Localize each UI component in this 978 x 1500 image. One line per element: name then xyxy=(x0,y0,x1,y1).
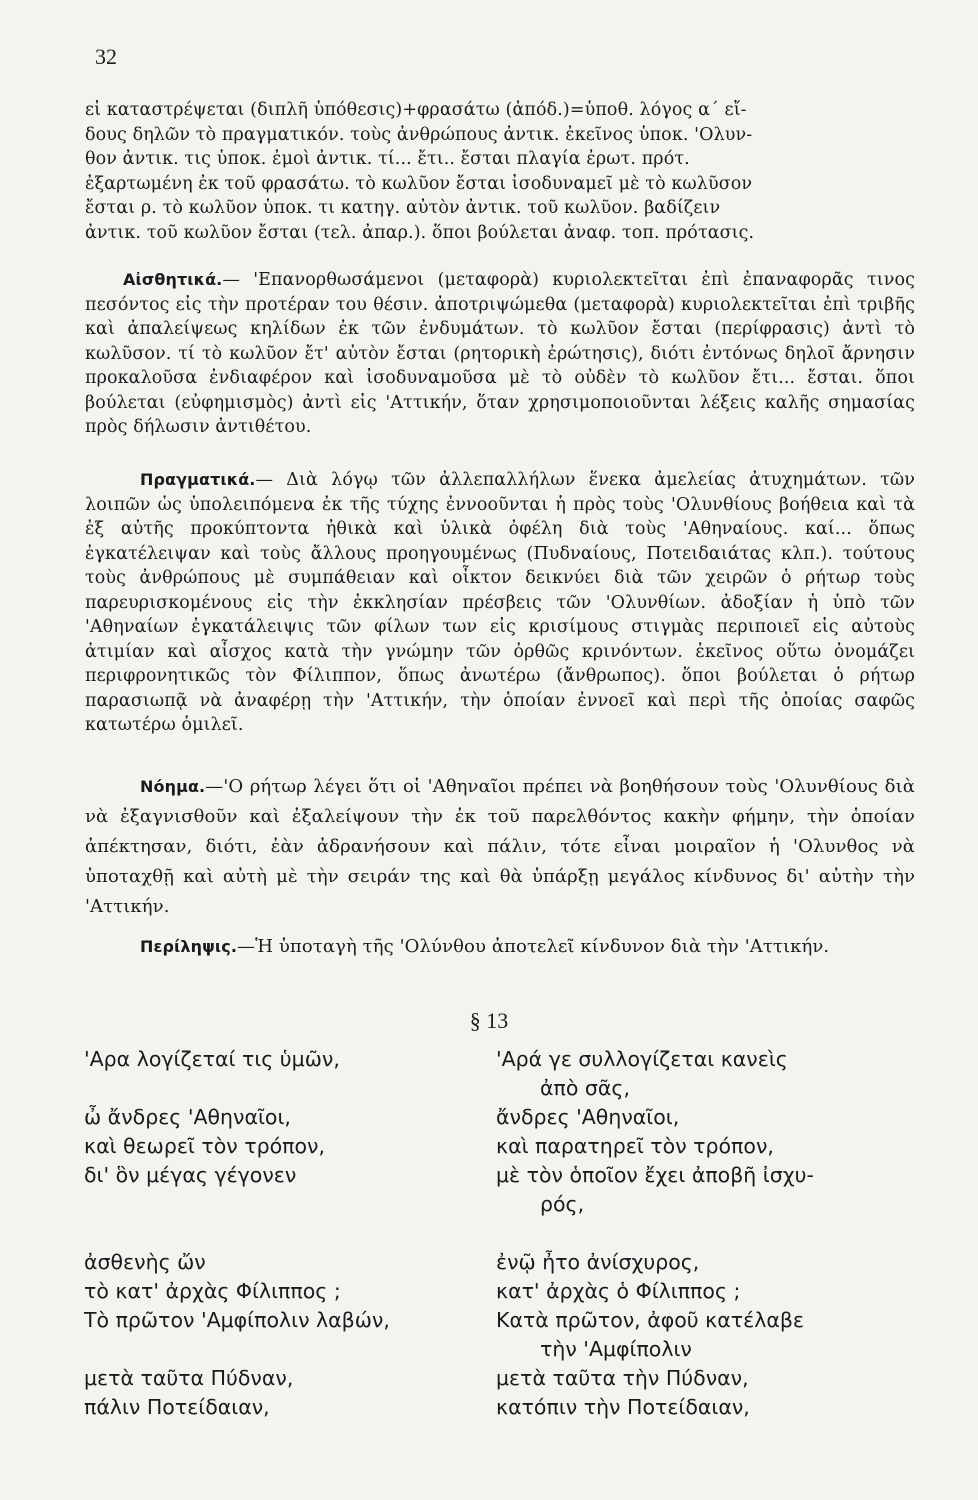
translation-line: ρός, xyxy=(540,1192,585,1216)
original-line: δι' ὃν μέγας γέγονεν xyxy=(84,1163,297,1187)
translation-line: 'Αρά γε συλλογίζεται κανεὶς xyxy=(496,1047,788,1071)
translation-line-spacer xyxy=(496,1219,916,1248)
page-number: 32 xyxy=(95,44,117,69)
original-line: 'Αρα λογίζεταί τις ὑμῶν, xyxy=(84,1047,340,1071)
aisthitika-text: — 'Επανορθωσάμενοι (μεταφορὰ) κυριολεκτεῖται ἐπὶ ἐπαναφορᾶς τινος πεσόντος εἰς τὴν προτέραν του θέσιν. ἀποτριψώμεθα (μεταφορὰ) κυριολεκτεῖται ἐπὶ τριβῆς καὶ ἀπαλείψεως κηλίδων ἐκ τῶν ἐνδυμάτων. τὸ κωλῦον ἔσται (περίφρασις) ἀντὶ τὸ κωλῦσον. τί τὸ κωλῦον ἔτ' αὐτὸν ἔσται (ρητορικὴ ἐρώτησις), διότι ἐντόνως δηλοῖ ἄρνησιν προκαλοῦσα ἐνδιαφέρον καὶ ἰσοδυναμοῦσα μὲ τὸ οὐδὲν τὸ κωλῦον ἔτι... ἔσται. ὅποι βούλεται (εὐφημισμὸς) ἀντὶ εἰς 'Αττικήν, ὅταν χρησιμοποιοῦνται λέξεις καλῆς σημασίας πρὸς δήλωσιν ἀντιθέτου. xyxy=(85,270,915,437)
vocabulary-line: ἀντικ. τοῦ κωλῦον ἔσται (τελ. ἀπαρ.). ὅποι βούλεται ἀναφ. τοπ. πρότασις. xyxy=(85,222,755,243)
vocabulary-line: εἰ καταστρέψεται (διπλῆ ὑπόθεσις)+φρασάτω (ἀπόδ.)=ὑποθ. λόγος α΄ εἴ- xyxy=(85,100,747,120)
aisthitika-paragraph xyxy=(85,268,915,440)
translation-column xyxy=(496,1045,916,1422)
original-line-spacer xyxy=(84,1074,484,1103)
perilipsis-label: Περίληψις. xyxy=(140,937,237,956)
pragmatika-label: Πραγματικά. xyxy=(140,470,256,489)
translation-line: μὲ τὸν ὁποῖον ἔχει ἀποβῆ ἰσχυ- xyxy=(496,1163,814,1187)
original-line: ἀσθενὴς ὤν xyxy=(84,1250,206,1274)
translation-line: καὶ παρατηρεῖ τὸν τρόπον, xyxy=(496,1134,774,1158)
translation-line: τὴν 'Αμφίπολιν xyxy=(540,1337,692,1361)
original-line: πάλιν Ποτείδαιαν, xyxy=(84,1395,270,1419)
section-heading: § 13 xyxy=(469,1008,509,1033)
translation-line: κατόπιν τὴν Ποτείδαιαν, xyxy=(496,1395,750,1419)
perilipsis-paragraph xyxy=(85,932,915,962)
original-line: τὸ κατ' ἀρχὰς Φίλιππος ; xyxy=(84,1279,341,1303)
original-line: ὦ ἄνδρες 'Αθηναῖοι, xyxy=(84,1105,291,1129)
original-line-spacer xyxy=(84,1219,484,1248)
vocabulary-notes xyxy=(85,98,915,245)
vocabulary-line: θον ἀντικ. τις ὑποκ. ἐμοὶ ἀντικ. τί... ἔτι.. ἔσται πλαγία ἐρωτ. πρότ. xyxy=(85,149,690,169)
vocabulary-line: ἐξαρτωμένη ἐκ τοῦ φρασάτω. τὸ κωλῦον ἔσται ἰσοδυναμεῖ μὲ τὸ κωλῦσον xyxy=(85,173,753,194)
translation-line: ἐνῷ ἦτο ἀνίσχυρος, xyxy=(496,1250,700,1274)
translation-line: ἀπὸ σᾶς, xyxy=(540,1076,630,1100)
pragmatika-text: — Διὰ λόγῳ τῶν ἀλλεπαλλήλων ἕνεκα ἀμελείας ἀτυχημάτων. τῶν λοιπῶν ὡς ὑπολειπόμενα ἐκ τῆς τύχης ἐννοοῦνται ἡ πρὸς τοὺς 'Ολυνθίους βοήθεια καὶ τὰ ἐξ αὐτῆς προκύπτοντα ἠθικὰ καὶ ὑλικὰ ὀφέλη διὰ τοὺς 'Αθηναίους. καί... ὅπως ἐγκατέλειψαν καὶ τοὺς ἄλλους προηγουμένως (Πυδναίους, Ποτειδαιάτας κλπ.). τούτους τοὺς ἀνθρώπους μὲ συμπάθειαν καὶ οἶκτον δεικνύει διὰ τῶν χειρῶν ὁ ρήτωρ τοὺς παρευρισκομένους εἰς τὴν ἐκκλησίαν πρέσβεις τῶν 'Ολυνθίων. ἀδοξίαν ἡ ὑπὸ τῶν 'Αθηναίων ἐγκατάλειψις τῶν φίλων των εἰς κρισίμους στιγμὰς περιποιεῖ εἰς αὐτοὺς ἀτιμίαν καὶ αἶσχος κατὰ τὴν γνώμην τῶν ὀρθῶς κρινόντων. ἐκεῖνος οὕτω ὀνομάζει περιφρονητικῶς τὸν Φίλιππον, ὅπως ἀνωτέρω (ἄνθρωπος). ὅποι βούλεται ὁ ρήτωρ παρασιωπᾷ νὰ ἀναφέρῃ τὴν 'Αττικήν, τὴν ὁποίαν ἐννοεῖ καὶ περὶ τῆς ὁποίας σαφῶς κατωτέρω ὁμιλεῖ. xyxy=(85,470,915,735)
original-line-spacer xyxy=(84,1335,484,1364)
noima-text: —'Ο ρήτωρ λέγει ὅτι οἱ 'Αθηναῖοι πρέπει νὰ βοηθήσουν τοὺς 'Ολυνθίους διὰ νὰ ἐξαγνισθοῦν καὶ ἐξαλείψουν τὴν ἐκ τοῦ παρελθόντος κακὴν φήμην, τὴν ὁποίαν ἀπέκτησαν, διότι, ἐὰν ἀδρανήσουν καὶ πάλιν, τότε εἶναι μοιραῖον ἡ 'Ολυνθος νὰ ὑποταχθῇ καὶ αὐτὴ μὲ τὴν σειράν της καὶ θὰ ὑπάρξῃ μεγάλος κίνδυνος δι' αὐτὴν τὴν 'Αττικήν. xyxy=(85,776,915,917)
original-line: Τὸ πρῶτον 'Αμφίπολιν λαβών, xyxy=(84,1308,390,1332)
noima-label: Νόημα. xyxy=(140,777,206,796)
perilipsis-text: —Ἡ ὑποταγὴ τῆς 'Ολύνθου ἀποτελεῖ κίνδυνον διὰ τὴν 'Αττικήν. xyxy=(237,936,830,957)
translation-line: ἄνδρες 'Αθηναῖοι, xyxy=(496,1105,680,1129)
vocabulary-line: ἔσται ρ. τὸ κωλῦον ὑποκ. τι κατηγ. αὐτὸν ἀντικ. τοῦ κωλῦον. βαδίζειν xyxy=(85,198,721,218)
noima-paragraph xyxy=(85,772,915,922)
aisthitika-label: Αἰσθητικά. xyxy=(123,270,223,289)
translation-line: Κατὰ πρῶτον, ἀφοῦ κατέλαβε xyxy=(496,1308,805,1332)
original-line: μετὰ ταῦτα Πύδναν, xyxy=(84,1366,294,1390)
original-text-column xyxy=(84,1045,484,1422)
original-line: καὶ θεωρεῖ τὸν τρόπον, xyxy=(84,1134,325,1158)
original-line-spacer xyxy=(84,1190,484,1219)
pragmatika-paragraph xyxy=(85,468,915,738)
vocabulary-line: δους δηλῶν τὸ πραγματικόν. τοὺς ἀνθρώπους ἀντικ. ἐκεῖνος ὑποκ. 'Ολυν- xyxy=(85,124,753,145)
translation-line: κατ' ἀρχὰς ὁ Φίλιππος ; xyxy=(496,1279,741,1303)
translation-line: μετὰ ταῦτα τὴν Πύδναν, xyxy=(496,1366,749,1390)
